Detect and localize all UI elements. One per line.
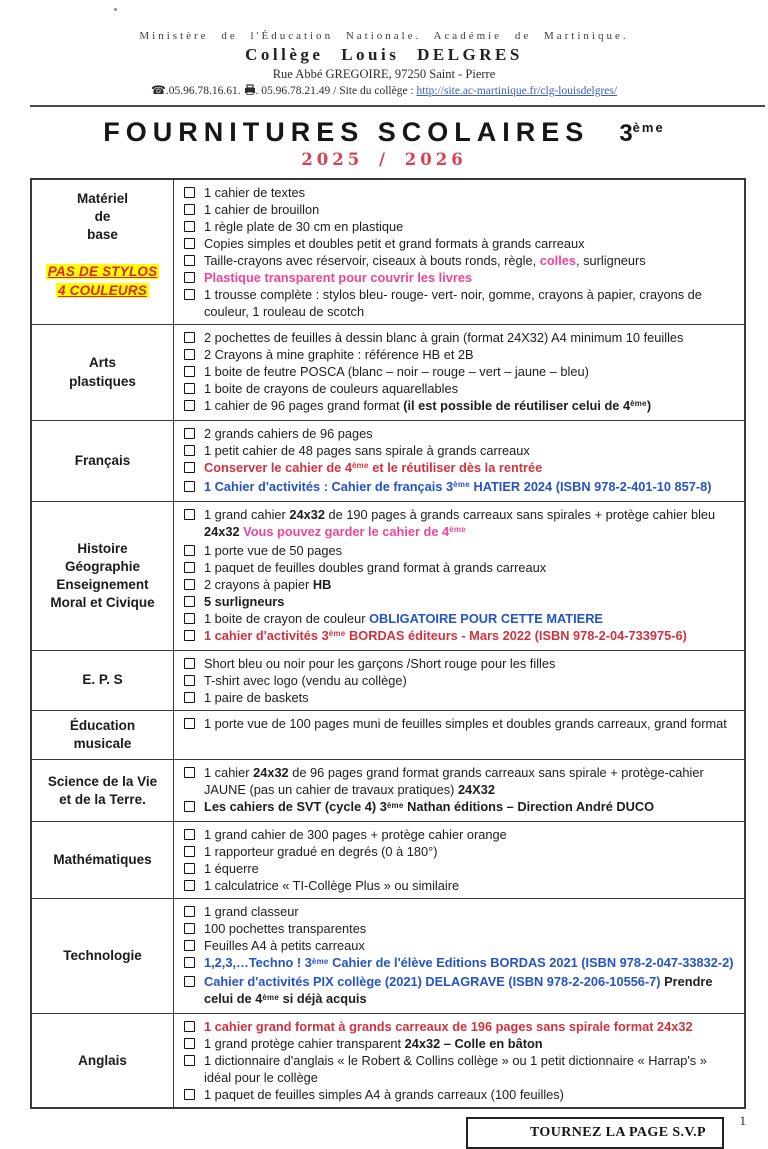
item-text: Taille-crayons avec réservoir, ciseaux à bouts ronds, règle, colles, surligneurs — [204, 253, 646, 268]
section-label — [32, 711, 174, 759]
section-row — [32, 324, 744, 420]
item-row — [184, 627, 736, 646]
item-row — [184, 798, 736, 817]
section-items — [174, 325, 744, 420]
item-row — [184, 380, 736, 397]
fax-number: . 05.96.78.21.49 — [255, 85, 331, 97]
item-row — [184, 689, 736, 706]
section-label-line: Matériel — [76, 191, 129, 206]
section-note-text: 4 COULEURS — [57, 282, 147, 298]
item-row — [184, 442, 736, 459]
checkbox-icon — [184, 923, 195, 934]
item-row — [184, 235, 736, 252]
item-row — [184, 593, 736, 610]
section-items — [174, 502, 744, 650]
item-row — [184, 877, 736, 894]
item-row — [184, 1086, 736, 1103]
item-text: 1 rapporteur gradué en degrés (0 à 180°) — [204, 844, 438, 860]
section-note-line — [46, 282, 160, 300]
item-text: 1,2,3,…Techno ! 3ème Cahier de l'élève Editions BORDAS 2021 (ISBN 978-2-047-33832-2) — [204, 955, 734, 971]
section-label-line: plastiques — [69, 373, 136, 389]
item-row — [184, 576, 736, 593]
section-label-line: Anglais — [78, 1052, 127, 1068]
section-label-line: Mathématiques — [53, 852, 152, 868]
section-label — [32, 822, 174, 898]
checkbox-icon — [184, 366, 195, 377]
checkbox-icon — [184, 289, 195, 300]
section-label — [32, 502, 174, 650]
item-text: 1 paire de baskets — [204, 690, 309, 705]
item-text: 1 boite de feutre POSCA (blanc – noir – rouge – vert – jaune – bleu) — [204, 364, 589, 379]
item-row — [184, 459, 736, 478]
section-label-line: et de la Terre. — [59, 791, 146, 807]
school-address: Rue Abbé GREGOIRE, 97250 Saint - Pierre — [272, 67, 496, 81]
checkbox-icon — [184, 801, 195, 812]
phone-icon: ☎ — [150, 83, 166, 97]
checkbox-icon — [184, 428, 195, 439]
checkbox-icon — [184, 579, 195, 590]
item-text: Conserver le cahier de 4ème et le réutiliser dès la rentrée — [204, 460, 543, 475]
item-text: 1 équerre — [204, 861, 259, 877]
checkbox-icon — [184, 630, 195, 641]
item-text: 1 grand classeur — [204, 904, 299, 920]
item-row — [184, 903, 736, 920]
item-text: 1 grand protège cahier transparent 24x32 – Colle en bâton — [204, 1036, 543, 1052]
checkbox-icon — [184, 562, 195, 573]
checkbox-icon — [184, 880, 195, 891]
item-row — [184, 610, 736, 627]
item-row — [184, 764, 736, 798]
checkbox-icon — [184, 976, 195, 987]
checkbox-icon — [184, 349, 195, 360]
checkbox-icon — [184, 718, 195, 729]
item-text: 1 paquet de feuilles doubles grand format à grands carreaux — [204, 560, 547, 575]
item-row — [184, 954, 736, 973]
checkbox-icon — [184, 596, 195, 607]
item-row — [184, 672, 736, 689]
item-row — [184, 218, 736, 235]
section-label-line: Moral et Civique — [50, 595, 155, 611]
document-header — [0, 30, 768, 98]
section-label-line: Science de la Vie — [47, 773, 158, 789]
checkbox-icon — [184, 906, 195, 917]
item-row — [184, 252, 736, 269]
page-title: FOURNITURES SCOLAIRES — [103, 117, 590, 147]
item-row — [184, 920, 736, 937]
item-row — [184, 184, 736, 201]
checkbox-icon — [184, 829, 195, 840]
checkbox-icon — [184, 383, 195, 394]
section-label-line: base — [87, 227, 118, 243]
item-text: 1 boite de crayons de couleurs aquarellables — [204, 381, 458, 396]
item-text: 2 crayons à papier HB — [204, 577, 332, 592]
checkbox-icon — [184, 462, 195, 473]
section-note-text: PAS DE STYLOS — [47, 263, 158, 279]
checkbox-icon — [184, 957, 195, 968]
section-label — [32, 421, 174, 501]
item-row — [184, 201, 736, 218]
site-label: / Site du collège : — [333, 85, 414, 97]
checkbox-icon — [184, 545, 195, 556]
checkbox-icon — [184, 204, 195, 215]
item-text: 1 cahier de brouillon — [204, 202, 320, 217]
checkbox-icon — [184, 1055, 195, 1066]
section-label — [32, 760, 174, 821]
section-items — [174, 760, 744, 821]
item-row — [184, 559, 736, 576]
item-text: 1 dictionnaire d'anglais « le Robert & Collins collège » ou 1 petit dictionnaire « Harrap's » idéal pour le collège — [204, 1053, 707, 1086]
section-label-line: Histoire — [77, 540, 128, 556]
section-row — [32, 710, 744, 759]
item-row — [184, 973, 736, 1009]
section-label-line: Arts — [88, 355, 116, 371]
checkbox-icon — [184, 1038, 195, 1049]
section-items — [174, 651, 744, 710]
section-label — [32, 1014, 174, 1107]
title-block — [0, 117, 768, 169]
item-text: 100 pochettes transparentes — [204, 921, 367, 937]
item-text: Short bleu ou noir pour les garçons /Short rouge pour les filles — [204, 656, 556, 671]
checkbox-icon — [184, 221, 195, 232]
section-label-line: Éducation — [69, 718, 136, 733]
section-items — [174, 822, 744, 898]
checkbox-icon — [184, 332, 195, 343]
item-row — [184, 478, 736, 497]
page-footer — [30, 1113, 746, 1149]
grade-level: 3ème — [619, 120, 665, 147]
section-items — [174, 421, 744, 501]
item-text: 1 boite de crayon de couleur OBLIGATOIRE POUR CETTE MATIERE — [204, 611, 603, 626]
checkbox-icon — [184, 445, 195, 456]
school-website-link[interactable]: http://site.ac-martinique.fr/clg-louisdelgres/ — [416, 85, 618, 97]
checkbox-icon — [184, 255, 195, 266]
checkbox-icon — [184, 613, 195, 624]
section-label-line: E. P. S — [82, 672, 123, 688]
section-label — [32, 325, 174, 420]
section-label-line: de — [94, 209, 111, 225]
section-note — [46, 262, 160, 301]
checkbox-icon — [184, 272, 195, 283]
item-text: 1 cahier 24x32 de 96 pages grand format grands carreaux sans spirale + protège-cahier JAUNE (pas un cahier de travaux pratiques) 24X32 — [204, 765, 704, 798]
section-items — [174, 711, 744, 759]
section-label-line: Enseignement — [56, 577, 149, 592]
section-row — [32, 821, 744, 898]
item-text: 1 porte vue de 100 pages muni de feuilles simples et doubles grands carreaux, grand format — [204, 716, 727, 731]
item-text: T-shirt avec logo (vendu au collège) — [204, 673, 407, 688]
item-row — [184, 329, 736, 346]
checkbox-icon — [184, 1021, 195, 1032]
item-row — [184, 346, 736, 363]
checkbox-icon — [184, 692, 195, 703]
checkbox-icon — [184, 1089, 195, 1100]
item-text: 2 grands cahiers de 96 pages — [204, 426, 373, 441]
item-text: 1 règle plate de 30 cm en plastique — [204, 219, 404, 234]
item-row — [184, 860, 736, 877]
checkbox-icon — [184, 658, 195, 669]
section-label — [32, 899, 174, 1013]
item-text: 1 cahier d'activités 3ème BORDAS éditeurs - Mars 2022 (ISBN 978-2-04-733975-6) — [204, 628, 687, 643]
section-row — [32, 898, 744, 1013]
item-row — [184, 269, 736, 286]
section-row — [32, 420, 744, 501]
section-items — [174, 899, 744, 1013]
item-row — [184, 937, 736, 954]
section-items — [174, 1014, 744, 1107]
section-label-line: Géographie — [64, 558, 140, 574]
section-label-line: musicale — [73, 736, 132, 752]
page-number: 1 — [739, 1113, 746, 1129]
fax-icon — [244, 84, 256, 98]
item-text: 1 petit cahier de 48 pages sans spirale à grands carreaux — [204, 443, 530, 458]
checkbox-icon — [184, 863, 195, 874]
section-label — [32, 651, 174, 710]
item-text: 1 paquet de feuilles simples A4 à grands carreaux (100 feuilles) — [204, 1087, 564, 1103]
checkbox-icon — [184, 481, 195, 492]
section-label — [32, 180, 174, 324]
item-row — [184, 425, 736, 442]
item-row — [184, 843, 736, 860]
school-year: 2025 / 2026 — [301, 150, 467, 169]
phone-number: .05.96.78.16.61. — [165, 85, 241, 97]
section-row — [32, 501, 744, 650]
item-row — [184, 286, 736, 320]
section-items — [174, 180, 744, 324]
checkbox-icon — [184, 940, 195, 951]
item-text: Feuilles A4 à petits carreaux — [204, 938, 365, 954]
supplies-table — [30, 178, 746, 1109]
turn-page-notice: TOURNEZ LA PAGE S.V.P — [466, 1117, 724, 1149]
ministry-line: Ministère de l'Éducation Nationale. Académie de Martinique. — [139, 30, 629, 42]
checkbox-icon — [184, 509, 195, 520]
item-text: 1 Cahier d'activités : Cahier de français 3ème HATIER 2024 (ISBN 978-2-401-10 857-8) — [204, 479, 712, 494]
checkbox-icon — [184, 187, 195, 198]
section-row — [32, 180, 744, 324]
item-row — [184, 1052, 736, 1086]
item-row — [184, 506, 736, 542]
section-row — [32, 1013, 744, 1107]
item-row — [184, 363, 736, 380]
item-text: 1 calculatrice « TI-Collège Plus » ou similaire — [204, 878, 460, 894]
checkbox-icon — [184, 238, 195, 249]
item-row — [184, 715, 736, 732]
scan-artifact-dot — [114, 8, 117, 11]
item-text: 1 grand cahier 24x32 de 190 pages à grands carreaux sans spirales + protège cahier bleu 24x32 Vous pouvez garder le cahier de 4ème — [204, 507, 716, 539]
checkbox-icon — [184, 675, 195, 686]
section-row — [32, 759, 744, 821]
item-row — [184, 397, 736, 416]
item-text: 1 cahier de 96 pages grand format (il est possible de réutiliser celui de 4ème) — [204, 398, 652, 413]
item-text: 1 cahier de textes — [204, 185, 306, 200]
item-text: 2 pochettes de feuilles à dessin blanc à grain (format 24X32) A4 minimum 10 feuilles — [204, 330, 684, 345]
item-row — [184, 826, 736, 843]
section-row — [32, 650, 744, 710]
checkbox-icon — [184, 767, 195, 778]
item-text: Copies simples et doubles petit et grand formats à grands carreaux — [204, 236, 585, 251]
item-row — [184, 1018, 736, 1035]
section-label-line: Technologie — [63, 948, 142, 964]
item-text: 1 grand cahier de 300 pages + protège cahier orange — [204, 827, 507, 843]
item-text: Les cahiers de SVT (cycle 4) 3ème Nathan éditions – Direction André DUCO — [204, 799, 655, 815]
item-text: 5 surligneurs — [204, 594, 285, 609]
item-text: Plastique transparent pour couvrir les livres — [204, 270, 473, 285]
item-text: Cahier d'activités PIX collège (2021) DELAGRAVE (ISBN 978-2-206-10556-7) Prendre celui de 4ème si déjà acquis — [204, 974, 713, 1007]
school-name: Collège Louis DELGRES — [245, 45, 523, 64]
section-note-line — [46, 263, 160, 281]
checkbox-icon — [184, 846, 195, 857]
item-row — [184, 655, 736, 672]
item-text: 2 Crayons à mine graphite : référence HB et 2B — [204, 347, 474, 362]
section-label-line: Français — [74, 452, 131, 468]
item-text: 1 porte vue de 50 pages — [204, 543, 343, 558]
item-text: 1 cahier grand format à grands carreaux de 196 pages sans spirale format 24x32 — [204, 1019, 693, 1035]
item-row — [184, 542, 736, 559]
item-row — [184, 1035, 736, 1052]
item-text: 1 trousse complète : stylos bleu- rouge- vert- noir, gomme, crayons à papier, crayons de couleur, 1 rouleau de scotch — [204, 287, 702, 319]
header-divider — [30, 105, 765, 107]
checkbox-icon — [184, 400, 195, 411]
contact-line — [0, 83, 768, 98]
